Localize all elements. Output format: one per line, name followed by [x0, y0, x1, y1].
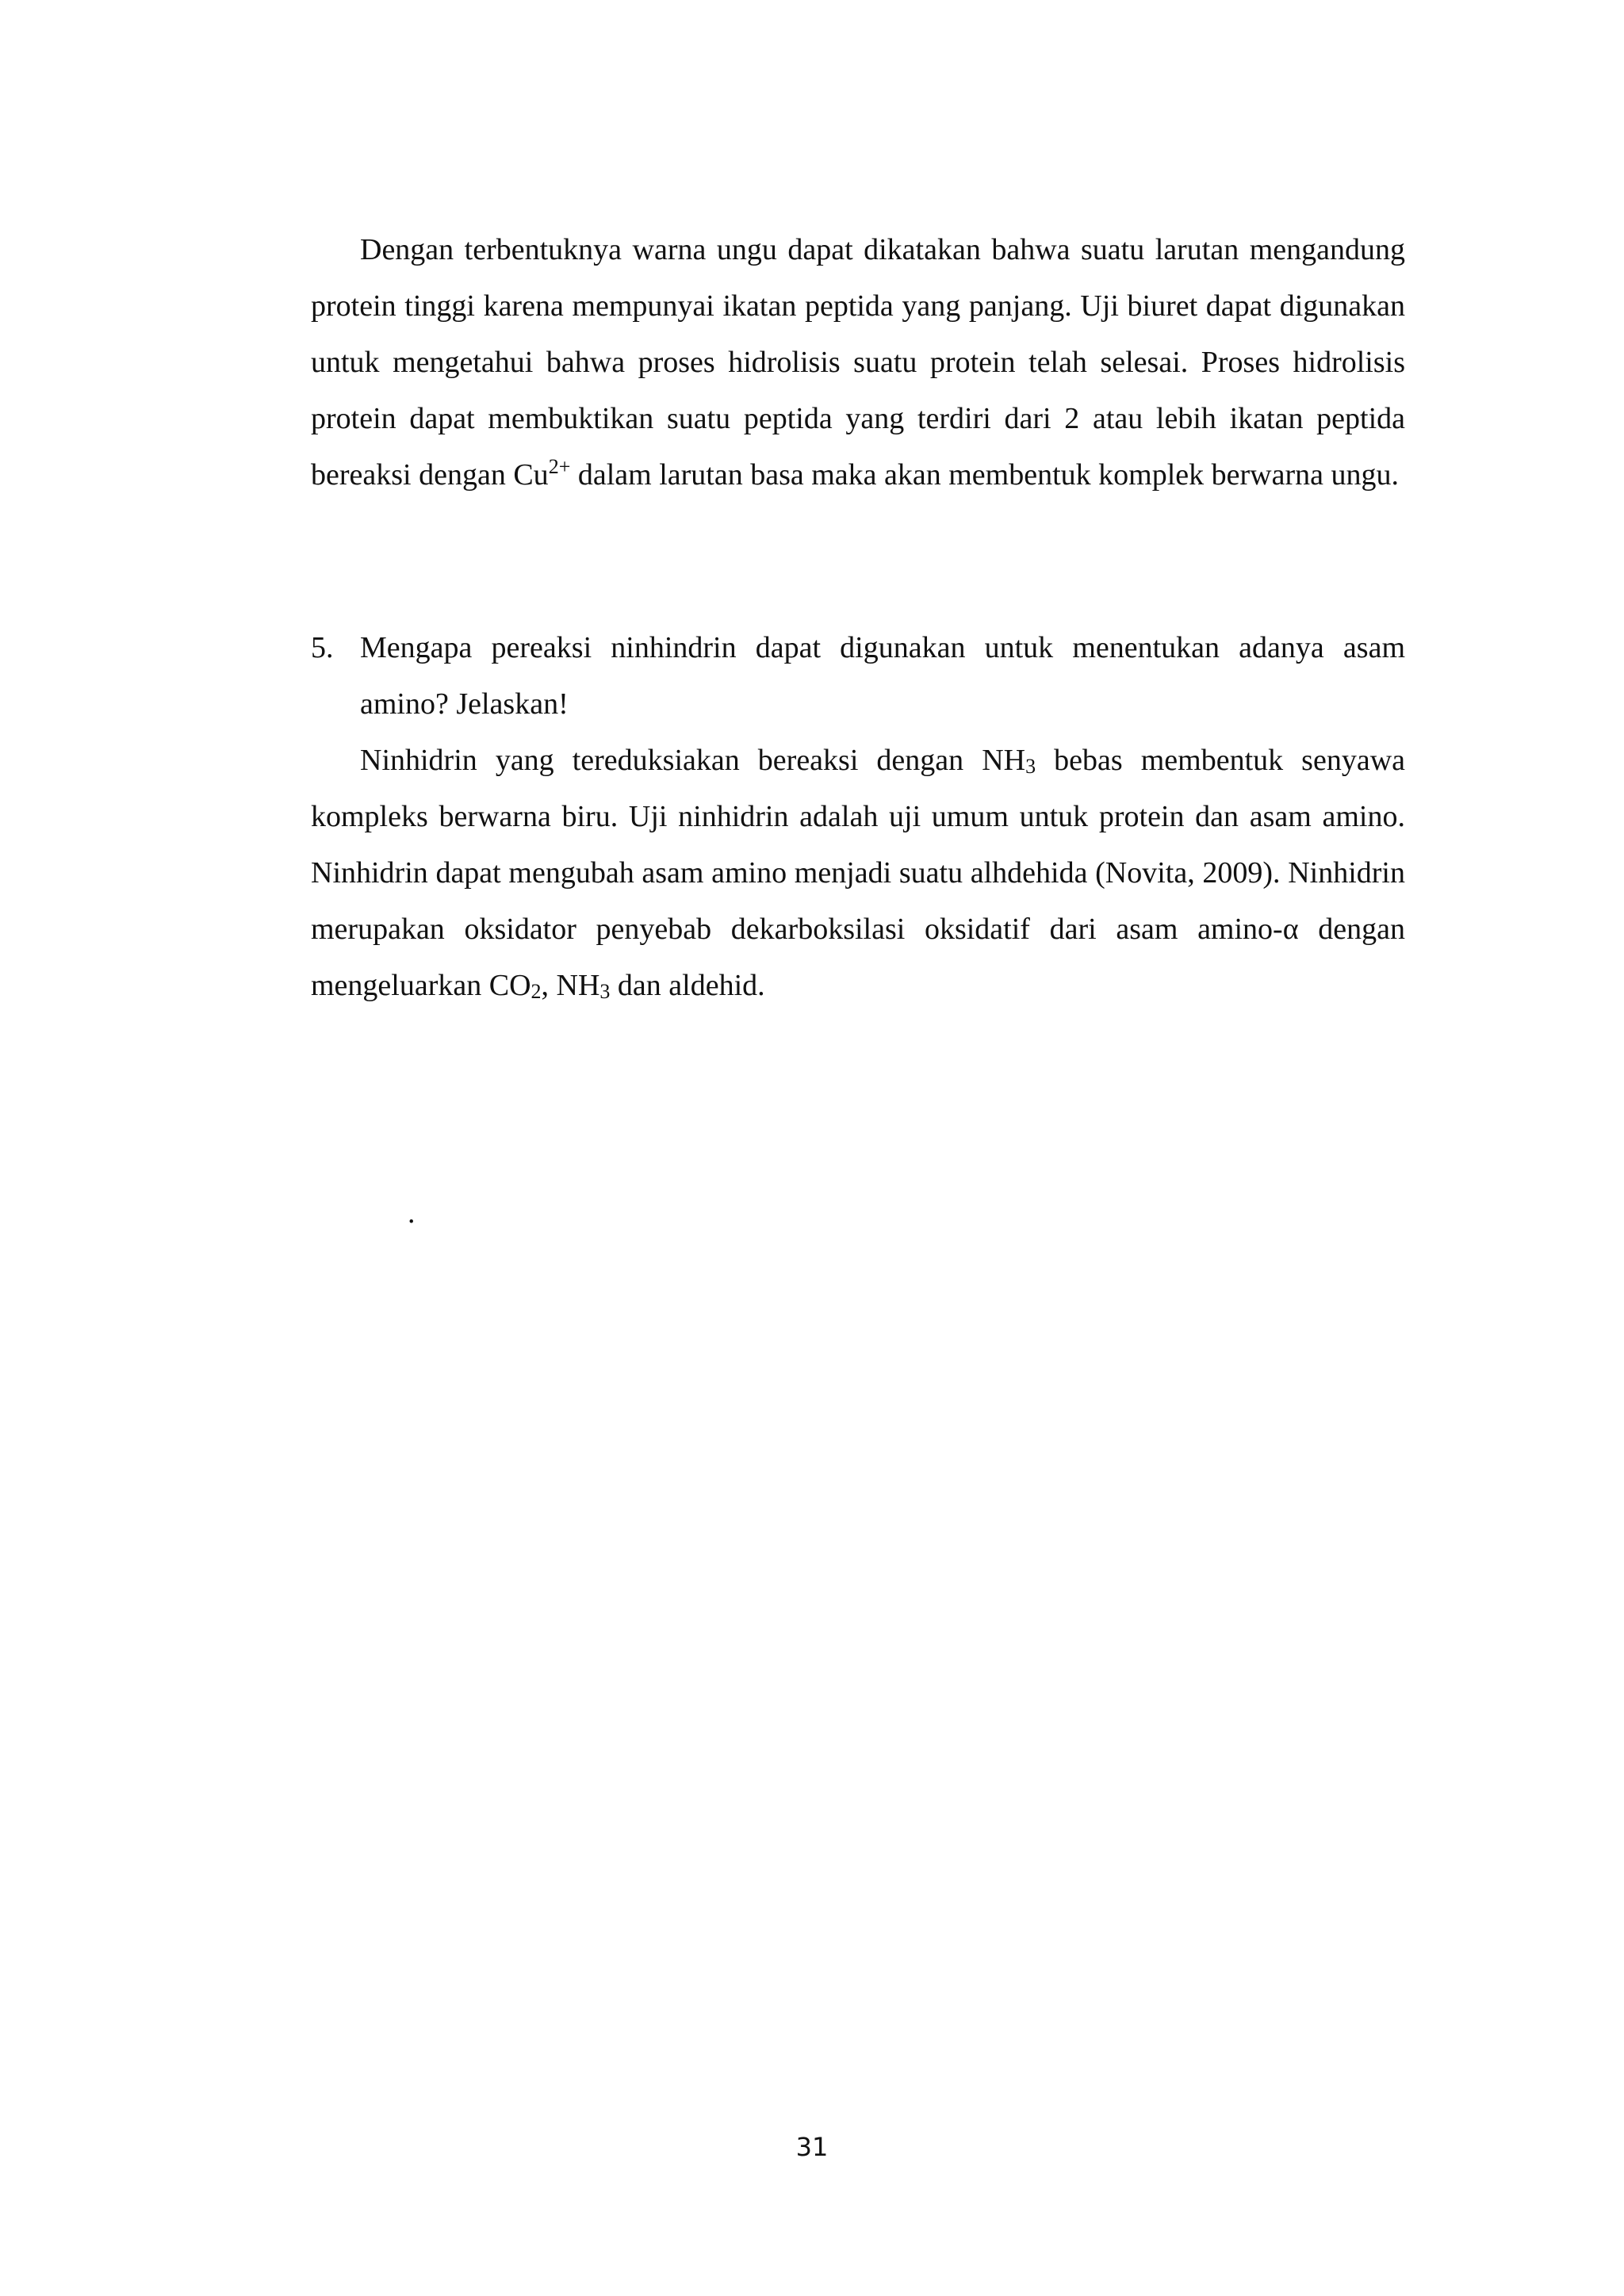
paragraph-biuret-text: [311, 222, 1405, 503]
question-text: Mengapa pereaksi ninhindrin dapat digunakan untuk menentukan adanya asam amino? Jelaskan!: [360, 631, 1405, 721]
subscript-nh3-second: 3: [599, 980, 611, 1003]
paragraph-biuret-text-part2: dalam larutan basa maka akan membentuk komplek berwarna ungu.: [570, 458, 1399, 492]
subscript-co2: 2: [530, 980, 542, 1003]
paragraph-ninhidrin-part3: , NH: [541, 969, 600, 1002]
paragraph-biuret: [311, 222, 1405, 503]
paragraph-ninhidrin-part2: bebas membentuk senyawa kompleks berwarna biru. Uji ninhidrin adalah uji umum untuk protein dan asam amino. Ninhidrin dapat mengubah asam amino menjadi suatu alhdehida (Novita, 2009). Ninhidrin merupakan oksidator penyebab dekarboksilasi oksidatif dari asam amino-α dengan mengeluarkan CO: [311, 744, 1405, 1002]
question-number: 5.: [311, 631, 334, 664]
question-5: [311, 620, 1405, 733]
superscript-charge: 2+: [548, 455, 571, 478]
paragraph-ninhidrin-part1: Ninhidrin yang tereduksiakan bereaksi dengan NH: [360, 744, 1026, 777]
paragraph-ninhidrin-text: [311, 733, 1405, 1014]
subscript-nh3-first: 3: [1025, 755, 1036, 778]
paragraph-ninhidrin: [311, 733, 1405, 1014]
page-number: 31: [795, 2132, 829, 2162]
paragraph-biuret-text-part1: Dengan terbentuknya warna ungu dapat dikatakan bahwa suatu larutan mengandung protein tinggi karena mempunyai ikatan peptida yang panjang. Uji biuret dapat digunakan untuk mengetahui bahwa proses hidrolisis suatu protein telah selesai. Proses hidrolisis protein dapat membuktikan suatu peptida yang terdiri dari 2 atau lebih ikatan peptida bereaksi dengan Cu: [311, 233, 1405, 492]
stray-period-mark: .: [408, 1196, 416, 1230]
paragraph-ninhidrin-part4: dan aldehid.: [610, 969, 765, 1002]
